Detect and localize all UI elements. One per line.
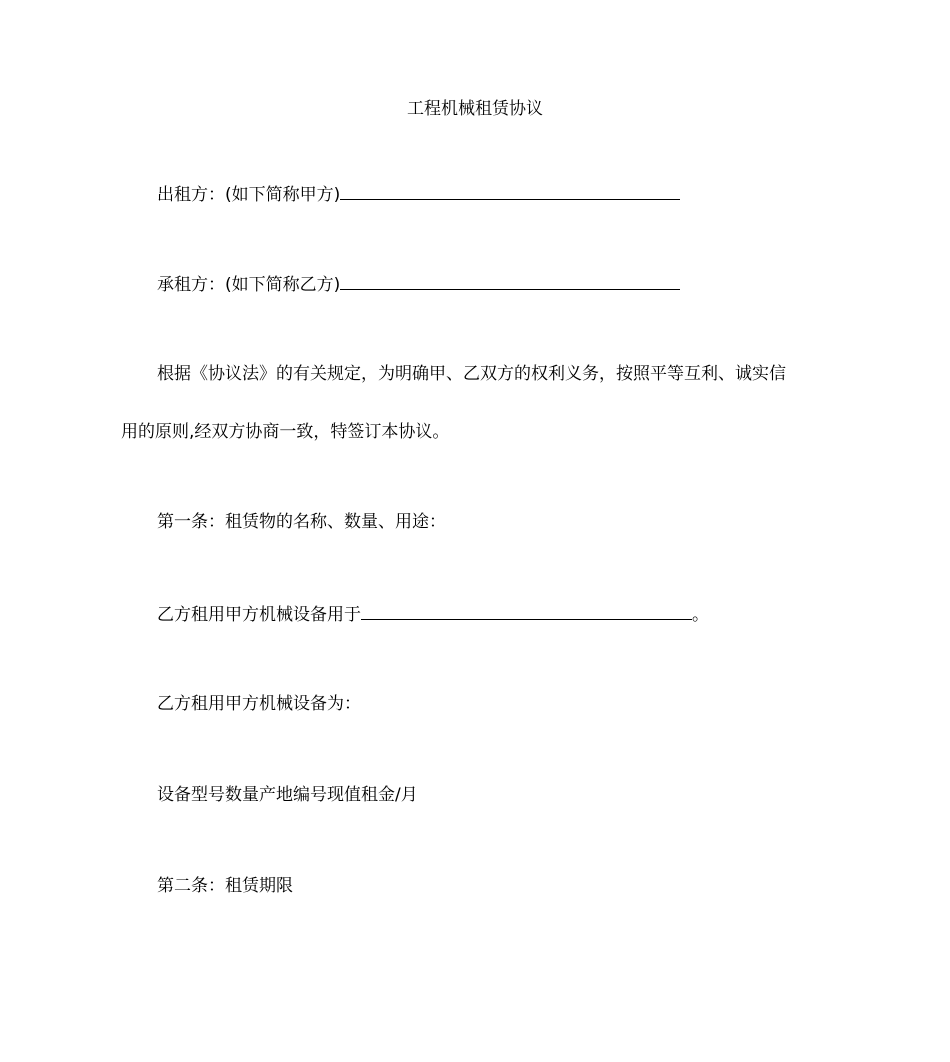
document-title: 工程机械租赁协议 — [407, 99, 543, 119]
purpose-label: 乙方租用甲方机械设备用于 — [157, 605, 361, 625]
lessee-blank — [340, 271, 680, 290]
purpose-end: 。 — [692, 605, 709, 625]
lessee-line — [157, 271, 680, 297]
purpose-line — [157, 601, 709, 627]
equipment-label: 乙方租用甲方机械设备为： — [157, 694, 361, 714]
preamble-line-1: 根据《协议法》的有关规定，为明确甲、乙双方的权利义务，按照平等互利、诚实信 — [157, 364, 786, 384]
equipment-columns: 设备型号数量产地编号现值租金/月 — [157, 785, 418, 805]
lessor-label: 出租方：(如下简称甲方) — [157, 185, 341, 205]
preamble-line-2: 用的原则,经双方协商一致，特签订本协议。 — [121, 422, 450, 442]
lessor-blank — [340, 181, 680, 200]
article-2-heading: 第二条：租赁期限 — [157, 876, 293, 896]
article-1-heading: 第一条：租赁物的名称、数量、用途： — [157, 512, 446, 532]
lessor-line — [157, 181, 680, 207]
purpose-blank — [361, 601, 692, 620]
lessee-label: 承租方：(如下简称乙方) — [157, 275, 341, 295]
